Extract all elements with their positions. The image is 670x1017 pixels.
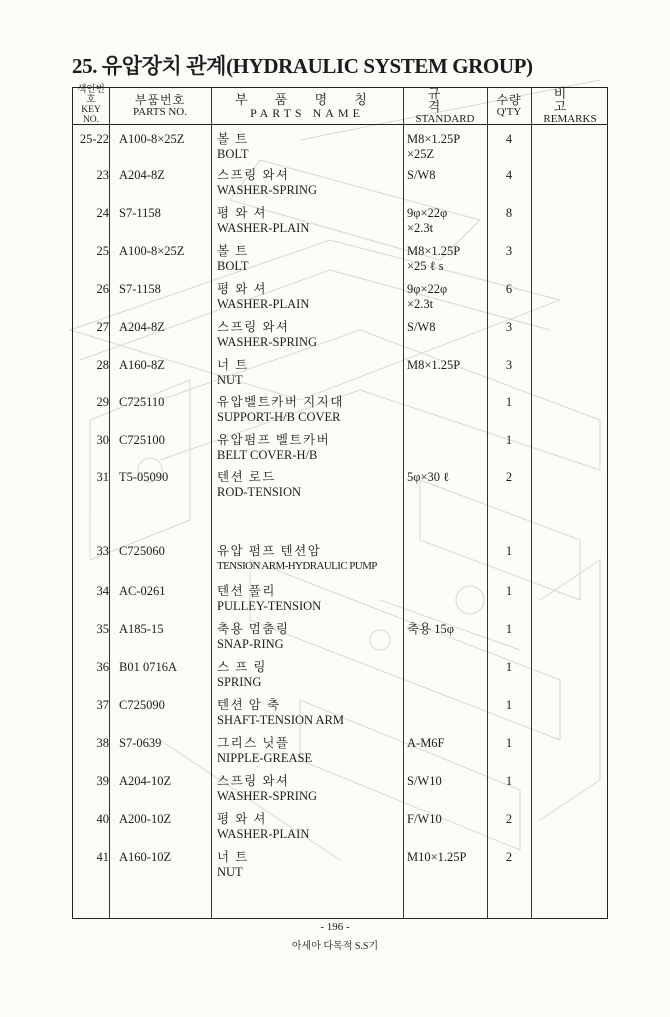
key-no: 33 (96, 544, 109, 558)
standard-line-1: A-M6F (407, 736, 445, 750)
quantity: 1 (505, 774, 513, 788)
part-name-ko: 텐션 풀리 (217, 584, 276, 598)
header-rem-ko: 비 고 (553, 85, 587, 115)
standard-line-1: 5φ×30 ℓ (407, 470, 450, 484)
part-name-en: WASHER-PLAIN (217, 297, 310, 311)
quantity: 1 (505, 584, 513, 598)
part-no: A204-8Z (119, 320, 165, 334)
key-no: 29 (96, 395, 109, 409)
key-no: 26 (96, 282, 109, 296)
part-name-en: SUPPORT-H/B COVER (217, 410, 341, 424)
part-name-ko: 그리스 닛플 (217, 736, 290, 750)
standard-line-1: 축용 15φ (407, 622, 454, 636)
part-name-en: WASHER-PLAIN (217, 827, 310, 841)
part-name-ko: 스프링 와셔 (217, 320, 290, 334)
header-parts-no (109, 88, 211, 124)
part-name-en: NUT (217, 373, 243, 387)
header-parts-name (211, 88, 403, 124)
part-name-ko: 평 와 셔 (217, 812, 267, 826)
part-name-ko: 유압벨트카버 지지대 (217, 395, 344, 409)
part-name (217, 774, 403, 804)
header-remarks (531, 85, 609, 125)
standard (407, 850, 489, 865)
part-no: A200-10Z (119, 812, 172, 826)
part-no: S7-1158 (119, 206, 161, 220)
standard-line-1: 9φ×22φ (407, 206, 448, 220)
part-name-en: BELT COVER-H/B (217, 448, 318, 462)
standard-line-1: S/W8 (407, 168, 436, 182)
part-no: S7-0639 (119, 736, 162, 750)
key-no: 38 (96, 736, 109, 750)
part-name (217, 358, 403, 388)
part-name-ko: 스프링 와셔 (217, 774, 290, 788)
header-standard (403, 85, 487, 125)
part-name-en: WASHER-PLAIN (217, 221, 310, 235)
part-name-en: TENSION ARM-HYDRAULIC PUMP (217, 560, 377, 572)
quantity: 3 (505, 320, 513, 334)
key-no: 30 (96, 433, 109, 447)
part-no: C725110 (119, 395, 165, 409)
header-part-en: PARTS NO. (133, 105, 187, 118)
quantity: 3 (505, 358, 513, 372)
part-name-en: NIPPLE-GREASE (217, 751, 313, 765)
column-divider (531, 88, 532, 918)
standard (407, 320, 489, 335)
standard (407, 244, 489, 274)
quantity: 1 (505, 395, 513, 409)
quantity: 1 (505, 736, 513, 750)
standard (407, 206, 489, 236)
header-key-no (73, 85, 109, 125)
column-divider (211, 88, 212, 918)
part-name-en: BOLT (217, 259, 249, 273)
quantity: 2 (505, 470, 513, 484)
part-name (217, 132, 403, 162)
part-name-ko: 평 와 셔 (217, 206, 267, 220)
quantity: 1 (505, 622, 513, 636)
standard (407, 168, 489, 183)
standard (407, 812, 489, 827)
column-divider (109, 88, 110, 918)
part-name (217, 320, 403, 350)
header-name-ko: 부 품 명 칭 (235, 91, 379, 107)
part-no: S7-1158 (119, 282, 161, 296)
part-name-en: WASHER-SPRING (217, 335, 318, 349)
quantity: 1 (505, 433, 513, 447)
page-title: 25. 유압장치 관계(HYDRAULIC SYSTEM GROUP) (72, 54, 533, 78)
header-key-ko: 색인번호 (77, 85, 105, 106)
part-no: A204-8Z (119, 168, 165, 182)
part-name-ko: 유압 펌프 텐션암 (217, 544, 322, 558)
part-no: A100-8×25Z (119, 132, 185, 146)
key-no: 39 (96, 774, 109, 788)
part-name (217, 244, 403, 274)
part-name-ko: 볼 트 (217, 244, 249, 258)
standard-line-2: ×2.3t (407, 221, 434, 235)
header-qty (487, 88, 531, 124)
header-std-ko: 규 격 (427, 85, 463, 115)
page-number: - 196 - (320, 921, 350, 933)
quantity: 3 (505, 244, 513, 258)
footer-text: 아세아 다목적 S.S기 (291, 941, 379, 952)
part-name (217, 812, 403, 842)
part-name-en: ROD-TENSION (217, 485, 302, 499)
part-name-ko: 너 트 (217, 358, 249, 372)
standard-line-2: ×25 ℓ s (407, 259, 444, 273)
part-no: A185-15 (119, 622, 164, 636)
standard-line-2: ×25Z (407, 147, 435, 161)
part-name (217, 470, 403, 500)
part-name-en: BOLT (217, 147, 249, 161)
part-name-en: WASHER-SPRING (217, 789, 318, 803)
part-name-ko: 텐션 암 축 (217, 698, 281, 712)
part-name (217, 622, 403, 652)
part-no: A100-8×25Z (119, 244, 185, 258)
key-no: 25 (96, 244, 109, 258)
key-no: 37 (96, 698, 109, 712)
key-no: 23 (96, 168, 109, 182)
standard-line-1: M10×1.25P (407, 850, 467, 864)
part-name (217, 168, 403, 198)
key-no: 24 (96, 206, 109, 220)
key-no: 36 (96, 660, 109, 674)
quantity: 4 (505, 168, 513, 182)
key-no: 40 (96, 812, 109, 826)
key-no: 25-22 (79, 132, 109, 146)
part-name-ko: 볼 트 (217, 132, 249, 146)
key-no: 27 (96, 320, 109, 334)
part-name (217, 736, 403, 766)
part-no: A204-10Z (119, 774, 172, 788)
part-name-ko: 텐션 로드 (217, 470, 276, 484)
part-name-en: PULLEY-TENSION (217, 599, 322, 613)
part-name-ko: 축용 멈춤링 (217, 622, 290, 636)
part-name (217, 850, 403, 880)
quantity: 1 (505, 698, 513, 712)
part-name-ko: 너 트 (217, 850, 249, 864)
part-no: T5-05090 (119, 470, 169, 484)
standard-line-1: S/W10 (407, 774, 442, 788)
key-no: 35 (96, 622, 109, 636)
header-part-ko: 부품번호 (134, 92, 186, 107)
standard (407, 132, 489, 162)
part-name-ko: 스 프 링 (217, 660, 267, 674)
part-name-en: SHAFT-TENSION ARM (217, 713, 344, 727)
part-name-ko: 스프링 와셔 (217, 168, 290, 182)
part-no: A160-10Z (119, 850, 172, 864)
part-no: C725060 (119, 544, 165, 558)
header-key-en: KEY NO. (81, 105, 101, 125)
quantity: 6 (505, 282, 513, 296)
header-std-en: STANDARD (415, 112, 475, 125)
standard (407, 470, 489, 485)
standard (407, 358, 489, 373)
standard-line-1: M8×1.25P (407, 132, 461, 146)
part-name (217, 395, 403, 425)
part-name (217, 544, 403, 574)
header-name-en: PARTS NAME (250, 105, 364, 120)
standard-line-1: M8×1.25P (407, 358, 461, 372)
standard-line-1: M8×1.25P (407, 244, 461, 258)
part-no: C725090 (119, 698, 165, 712)
quantity: 2 (505, 812, 513, 826)
standard-line-1: 9φ×22φ (407, 282, 448, 296)
part-name-en: NUT (217, 865, 243, 879)
header-qty-ko: 수량 (496, 92, 522, 107)
key-no: 28 (96, 358, 109, 372)
header-qty-en: Q'TY (496, 105, 522, 118)
quantity: 4 (505, 132, 513, 146)
parts-table (72, 87, 608, 919)
part-no: A160-8Z (119, 358, 165, 372)
part-name-ko: 유압펌프 벨트카버 (217, 433, 331, 447)
standard-line-1: S/W8 (407, 320, 436, 334)
column-divider (403, 88, 404, 918)
header-rem-en: REMARKS (543, 112, 597, 125)
part-name-en: WASHER-SPRING (217, 183, 318, 197)
standard-line-1: F/W10 (407, 812, 442, 826)
standard (407, 736, 489, 751)
key-no: 34 (96, 584, 109, 598)
table-header (73, 85, 607, 125)
part-name (217, 433, 403, 463)
part-name (217, 282, 403, 312)
standard-line-2: ×2.3t (407, 297, 434, 311)
key-no: 31 (96, 470, 109, 484)
part-name (217, 660, 403, 690)
part-name (217, 698, 403, 728)
part-no: C725100 (119, 433, 165, 447)
part-name (217, 206, 403, 236)
standard (407, 282, 489, 312)
standard (407, 774, 489, 789)
quantity: 1 (505, 544, 513, 558)
part-name-en: SNAP-RING (217, 637, 284, 651)
quantity: 1 (505, 660, 513, 674)
part-name-en: SPRING (217, 675, 262, 689)
quantity: 8 (505, 206, 513, 220)
part-name-ko: 평 와 셔 (217, 282, 267, 296)
part-no: B01 0716A (119, 660, 177, 674)
quantity: 2 (505, 850, 513, 864)
key-no: 41 (96, 850, 109, 864)
part-no: AC-0261 (119, 584, 166, 598)
part-name (217, 584, 403, 614)
standard (407, 622, 489, 637)
